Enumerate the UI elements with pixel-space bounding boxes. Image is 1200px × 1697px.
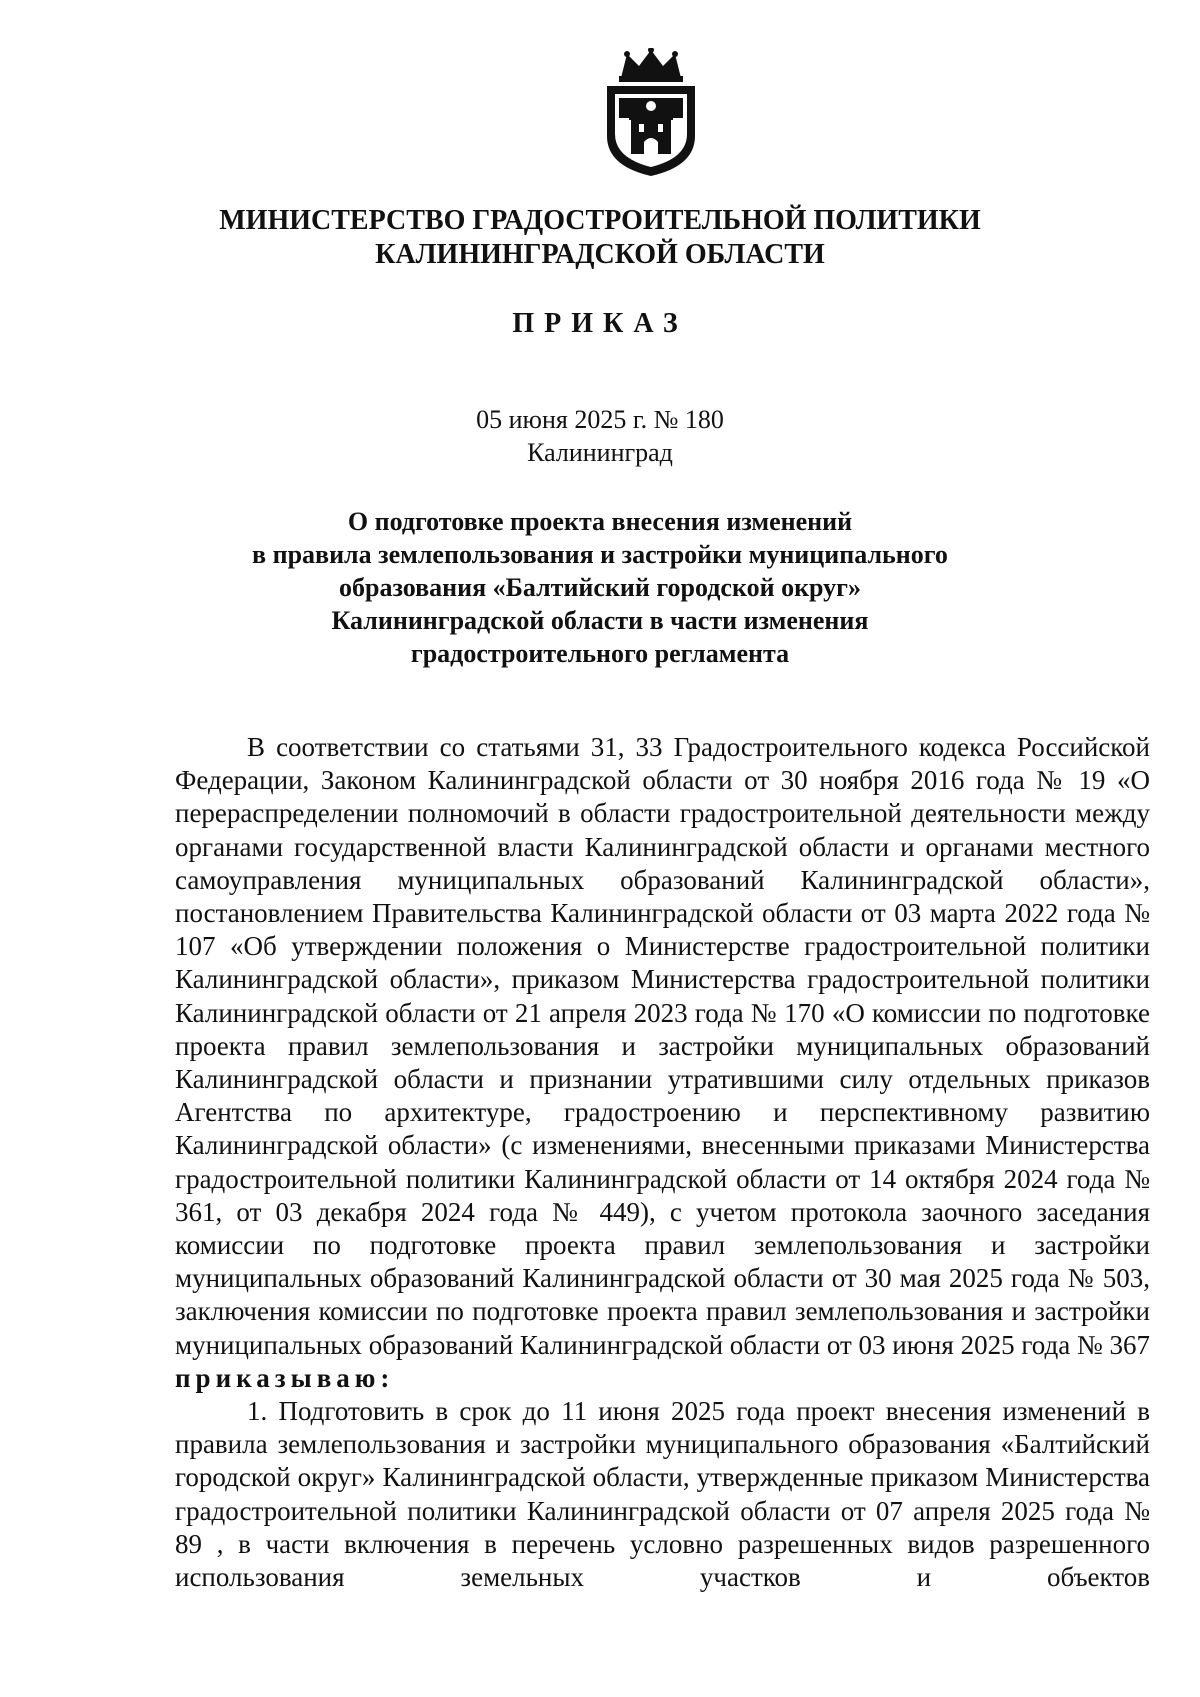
- subject-line-5: градостроительного регламента: [410, 639, 790, 668]
- order-meta: [0, 403, 1200, 469]
- order-word: приказываю:: [175, 1362, 395, 1393]
- item-1-paragraph: 1. Подготовить в срок до 11 июня 2025 года проект внесения изменений в правила землепользования и застройки муниципального образования «Балтийский городской округ» Калининградской области, утвержденные приказом Министерства градостроительной политики Калининградской области от 07 апреля 2025 года № 89 , в части включения в перечень условно разрешенных видов разрешенного использования земельных участков и объектов: [175, 1396, 1150, 1593]
- coat-of-arms-icon: [593, 48, 709, 178]
- order-city: Калининград: [527, 438, 673, 467]
- ministry-line-2: КАЛИНИНГРАДСКОЙ ОБЛАСТИ: [375, 239, 825, 270]
- subject-line-3: образования «Балтийский городской округ»: [339, 573, 861, 602]
- order-title: ПРИКАЗ: [512, 308, 688, 339]
- preamble-text: В соответствии со статьями 31, 33 Градостроительного кодекса Российской Федерации, Законом Калининградской области от 30 ноября 2016 года № 19 «О перераспределении полномочий в области градостроительной деятельности между органами государственной власти Калининградской области и органами местного самоуправления муниципальных образований Калининградской области», постановлением Правительства Калининградской области от 03 марта 2022 года № 107 «Об утверждении положения о Министерстве градостроительной политики Калининградской области», приказом Министерства градостроительной политики Калининградской области от 21 апреля 2023 года № 170 «О комиссии по подготовке проекта правил землепользования и застройки муниципальных образований Калининградской области и признании утратившими силу отдельных приказов Агентства по архитектуре, градостроению и перспективному развитию Калининградской области» (с изменениями, внесенными приказами Министерства градостроительной политики Калининградской области от 14 октября 2024 года № 361, от 03 декабря 2024 года № 449), с учетом протокола заочного заседания комиссии по подготовке проекта правил землепользования и застройки муниципальных образований Калининградской области от 30 мая 2025 года № 503, заключения комиссии по подготовке проекта правил землепользования и застройки муниципальных образований Калининградской области от 03 июня 2025 года № 367: [175, 732, 1150, 1360]
- subject-line-2: в правила землепользования и застройки муниципального: [252, 540, 948, 569]
- subject-line-4: Калининградской области в части изменения: [331, 606, 869, 635]
- order-subject: [0, 505, 1200, 670]
- order-date-number: 05 июня 2025 г. № 180: [476, 405, 724, 434]
- order-body: [175, 731, 1150, 1594]
- subject-line-1: О подготовке проекта внесения изменений: [347, 507, 853, 536]
- ministry-name: [0, 204, 1200, 272]
- ministry-line-1: МИНИСТЕРСТВО ГРАДОСТРОИТЕЛЬНОЙ ПОЛИТИКИ: [219, 205, 981, 236]
- preamble-paragraph: [175, 731, 1150, 1395]
